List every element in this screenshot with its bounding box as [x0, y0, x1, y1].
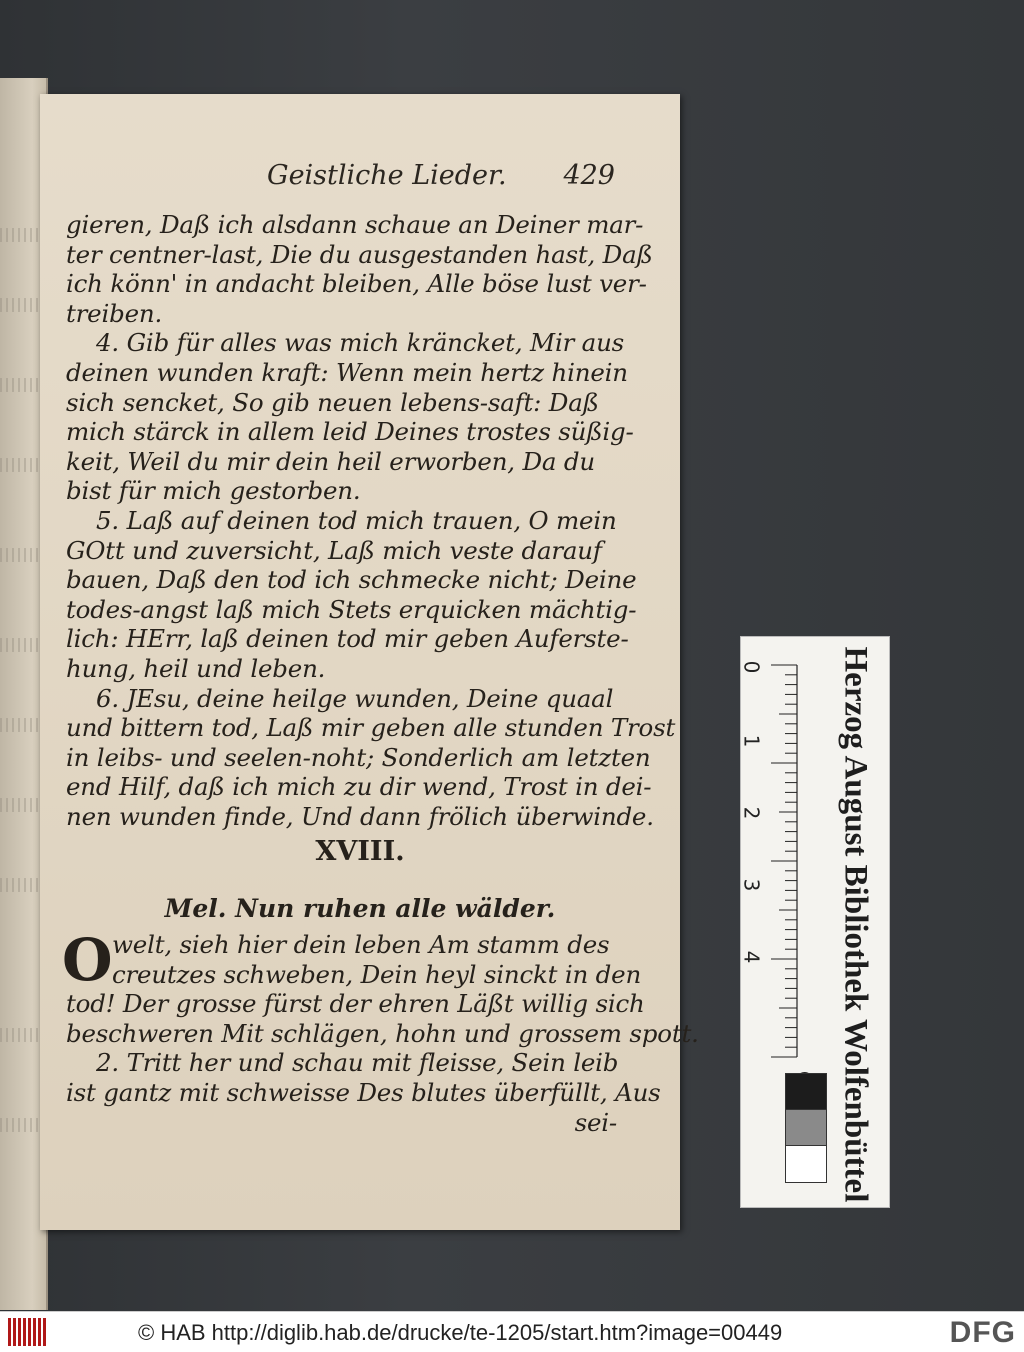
ruler	[753, 647, 811, 1082]
footer-bar	[0, 1311, 1024, 1352]
color-scale-card	[740, 636, 890, 1208]
scale-tick-label: 1	[739, 734, 764, 748]
text-line: todes-angst laß mich Stets erquicken mächtig-	[66, 594, 637, 624]
text-line: bauen, Daß den tod ich schmecke nicht; Deine	[66, 565, 637, 595]
text-line: deinen wunden kraft: Wenn mein hertz hinein	[66, 357, 628, 387]
hymn-text-top	[66, 210, 676, 831]
text-line: und bittern tod, Laß mir geben alle stunden Trost	[66, 713, 676, 743]
scale-tick-label: 4	[739, 950, 764, 964]
melody-line: Mel. Nun ruhen alle wälder.	[164, 894, 556, 923]
text-line: GOtt und zuversicht, Laß mich veste darauf	[66, 535, 602, 565]
text-line: treiben.	[66, 298, 163, 328]
swatch-gray	[785, 1109, 827, 1147]
page-number: 429	[563, 160, 615, 191]
text-line: 2. Tritt her und schau mit fleisse, Sein leib	[96, 1048, 619, 1078]
text-line: mich stärck in allem leid Deines trostes süßig-	[66, 417, 634, 447]
scale-tick-label: 2	[739, 806, 764, 820]
text-line: 4. Gib für alles was mich kräncket, Mir aus	[96, 328, 625, 358]
text-line: 6. JEsu, deine heilge wunden, Deine quaal	[96, 683, 614, 713]
drop-cap: O	[62, 926, 113, 994]
text-line: ist gantz mit schweisse Des blutes überfüllt, Aus	[66, 1077, 661, 1107]
text-line: nen wunden finde, Und dann frölich überwinde.	[66, 801, 654, 831]
text-line: creutzes schweben, Dein heyl sinckt in den	[112, 959, 642, 989]
text-line: keit, Weil du mir dein heil erworben, Da du	[66, 446, 595, 476]
text-line: welt, sieh hier dein leben Am stamm des	[112, 930, 610, 959]
section-number: XVIII.	[315, 836, 405, 867]
text-line: hung, heil und leben.	[66, 653, 326, 683]
hymn-text-bottom	[66, 930, 699, 1137]
text-line: 5. Laß auf deinen tod mich trauen, O mein	[96, 505, 617, 535]
hab-logo-icon	[8, 1318, 46, 1346]
copyright-link[interactable]: © HAB http://diglib.hab.de/drucke/te-1205/start.htm?image=00449	[138, 1320, 783, 1345]
catchword: sei-	[574, 1107, 617, 1137]
text-line: tod! Der grosse fürst der ehren Läßt willig sich	[66, 989, 645, 1019]
book-page	[40, 94, 699, 1230]
scale-tick-label: 3	[739, 878, 764, 892]
scale-tick-label: 0	[739, 660, 764, 674]
text-line: ich könn' in andacht bleiben, Alle böse lust ver-	[66, 269, 647, 299]
text-line: gieren, Daß ich alsdann schaue an Deiner mar-	[66, 210, 644, 239]
swatch-black	[785, 1073, 827, 1111]
swatch-white	[785, 1145, 827, 1183]
text-line: lich: HErr, laß deinen tod mir geben Auferste-	[66, 624, 629, 654]
institution-label: Herzog August Bibliothek Wolfenbüttel	[837, 646, 874, 1203]
header-title: Geistliche Lieder.	[267, 160, 507, 191]
text-line: in leibs- und seelen-noht; Sonderlich am letzten	[66, 742, 651, 772]
text-line: end Hilf, daß ich mich zu dir wend, Trost in dei-	[66, 772, 652, 802]
text-line: ter centner-last, Die du ausgestanden hast, Daß	[66, 239, 653, 269]
running-header	[267, 160, 615, 196]
text-line: beschweren Mit schlägen, hohn und grossem spott.	[66, 1018, 699, 1048]
text-line: sich sencket, So gib neuen lebens-saft: Daß	[66, 387, 599, 417]
text-line: bist für mich gestorben.	[66, 476, 361, 506]
dfg-logo: DFG	[949, 1316, 1016, 1349]
